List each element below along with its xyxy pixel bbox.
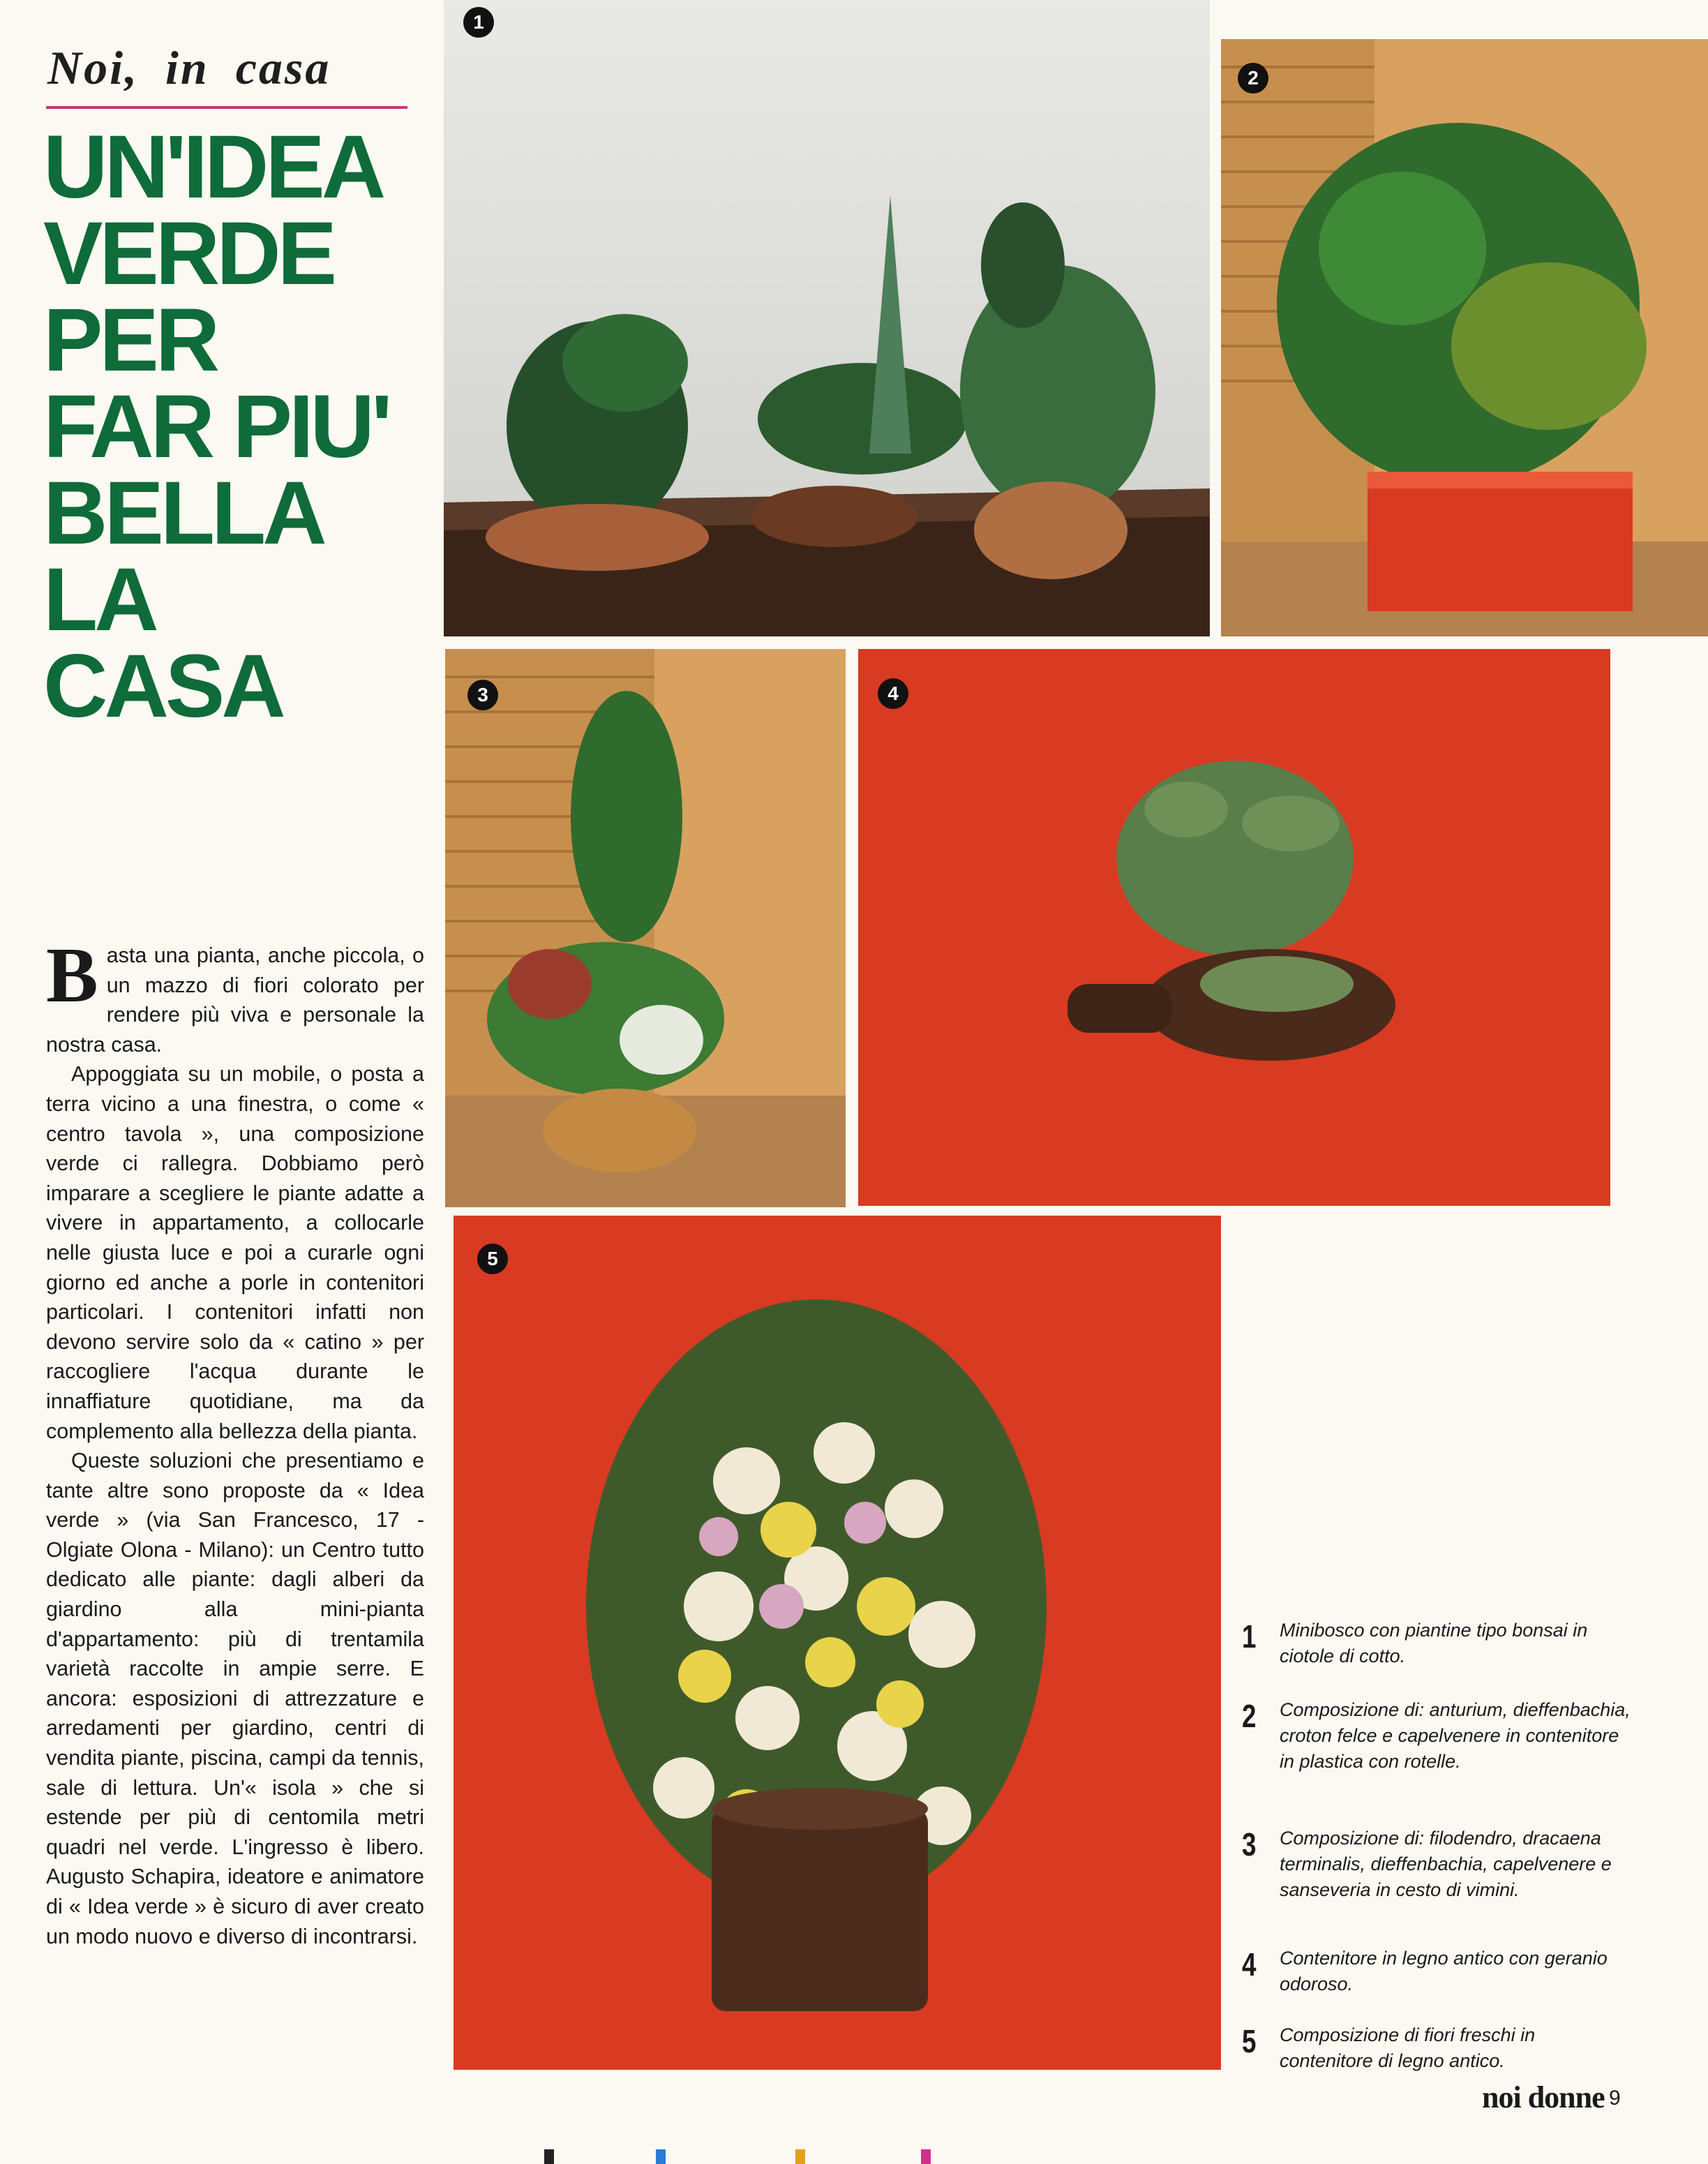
article-paragraph (46, 932, 424, 1059)
magazine-brand: noi donne (1482, 2080, 1605, 2114)
registration-mark (921, 2149, 931, 2164)
headline-line: LA (43, 550, 156, 650)
photo-3-illustration (445, 649, 846, 1207)
caption-text: Contenitore in legno antico con geranio odoroso. (1280, 1948, 1608, 1994)
photo-5-illustration (454, 1216, 1221, 2070)
drop-cap: B (46, 932, 98, 1019)
page-number: 9 (1609, 2087, 1621, 2110)
photo-3-wicker-basket (445, 649, 846, 1207)
headline-line: BELLA (43, 463, 324, 563)
photo-number-badge: 4 (878, 678, 908, 709)
photo-number-badge: 5 (477, 1244, 508, 1274)
headline-line: VERDE (43, 204, 334, 304)
photo-2-red-container (1221, 39, 1708, 636)
caption-4 (1242, 1946, 1633, 1997)
caption-text: Minibosco con piantine tipo bonsai in ciotole di cotto. (1280, 1620, 1588, 1666)
caption-text: Composizione di: filodendro, dracaena terminalis, dieffenbachia, capelvenere e sanseveria in cesto di vimini. (1280, 1828, 1612, 1900)
caption-2 (1242, 1697, 1633, 1775)
caption-number: 5 (1242, 2023, 1257, 2059)
headline (43, 117, 434, 736)
caption-1 (1242, 1618, 1633, 1669)
photo-number-badge: 2 (1238, 63, 1268, 94)
caption-number: 2 (1242, 1698, 1257, 1734)
headline-line: FAR PIU' (43, 377, 389, 477)
registration-mark (656, 2149, 666, 2164)
caption-text: Composizione di fiori freschi in contenitore di legno antico. (1280, 2024, 1536, 2071)
section-label: Noi, in casa (47, 41, 331, 94)
article-body (46, 932, 424, 1951)
article-paragraph: Queste soluzioni che presentiamo e tante altre sono proposte da « Idea verde » (via San Francesco, 17 - Olgiate Olona - Milano): un Centro tutto dedicato alle piante: dagli alberi da giardino alla mini-pianta d'appartamento: più di trentamila varietà raccolte in ampie serre. E ancora: esposizioni di attrezzature e arredamenti per giardino, centri di vendita piante, piscina, campi da tennis, sale di lettura. Un'« isola » che si estende per più di centomila metri quadri nel verde. L'ingresso è libero. Augusto Schapira, ideatore e animatore di « Idea verde » è sicuro di aver creato un modo nuovo e diverso di incontrarsi. (46, 1449, 424, 1948)
photo-number-badge: 1 (463, 7, 494, 38)
photo-4-illustration (858, 649, 1610, 1206)
paragraph-text: asta una pianta, anche piccola, o un mazzo di fiori colorato per rendere più viva e personale la nostra casa. (46, 943, 424, 1057)
photo-number-badge: 3 (467, 680, 498, 710)
registration-mark (544, 2149, 554, 2164)
caption-5 (1242, 2022, 1633, 2074)
headline-line: CASA (43, 636, 283, 736)
article-paragraph: Appoggiata su un mobile, o posta a terra vicino a una finestra, o come « centro tavola », una composizione verde ci rallegra. Dobbiamo però imparare a scegliere le piante adatte a vivere in appartamento, a collocarle nelle giusta luce e poi a curarle ogni giorno ed anche a porle in contenitori particolari. I contenitori infatti non devono servire solo da « catino » per raccogliere l'acqua durante le innaffiature quotidiane, ma da complemento alla bellezza della pianta. (46, 1062, 424, 1443)
headline-line: UN'IDEA (43, 117, 383, 217)
caption-number: 3 (1242, 1826, 1257, 1863)
caption-text: Composizione di: anturium, dieffenbachia, croton felce e capelvenere in contenitore in plastica con rotelle. (1280, 1699, 1631, 1772)
photo-1-bonsai (444, 0, 1210, 636)
photo-1-illustration (444, 0, 1210, 636)
photo-4-geranium (858, 649, 1610, 1206)
headline-line: PER (43, 290, 217, 390)
photo-5-flowers (454, 1216, 1221, 2070)
registration-mark (795, 2149, 805, 2164)
caption-number: 4 (1242, 1946, 1257, 1983)
section-divider (46, 106, 407, 109)
caption-3 (1242, 1826, 1633, 1903)
caption-number: 1 (1242, 1618, 1257, 1655)
photo-2-illustration (1221, 39, 1708, 636)
